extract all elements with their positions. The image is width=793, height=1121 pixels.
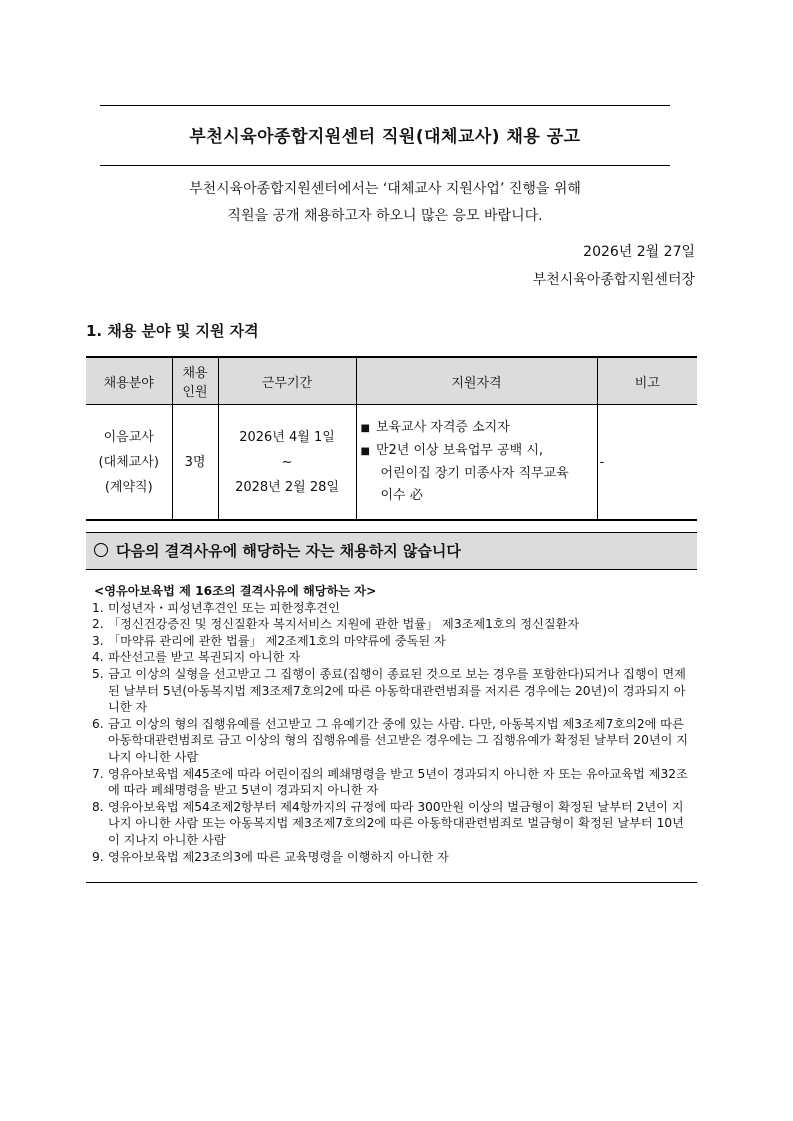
item-text: 금고 이상의 실형을 선고받고 그 집행이 종료(집행이 종료된 것으로 보는 경우를 포함한다)되거나 집행이 면제된 날부터 5년(아동복지법 제3조제7호의2에 따른 아동학대관련범죄를 저지른 경우에는 20년)이 경과되지 아니한 자 xyxy=(108,666,686,715)
header-period: 근무기간 xyxy=(218,357,356,405)
header-count xyxy=(172,357,218,405)
square-bullet-icon: ■ xyxy=(360,446,370,457)
item-text: 「정신건강증진 및 정신질환자 복지서비스 지원에 관한 법률」 제3조제1호의 정신질환자 xyxy=(108,617,580,632)
list-item xyxy=(92,799,692,849)
item-number: 2. xyxy=(92,617,104,632)
announcement-date: 2026년 2월 27일 xyxy=(583,244,695,260)
header-qualification: 지원자격 xyxy=(356,357,597,405)
item-text: 파산선고를 받고 복권되지 아니한 자 xyxy=(108,650,301,665)
list-item xyxy=(92,716,692,766)
list-item xyxy=(92,649,692,666)
disqualification-heading: 다음의 결격사유에 해당하는 자는 채용하지 않습니다 xyxy=(116,542,461,560)
item-number: 6. xyxy=(92,716,104,731)
item-number: 1. xyxy=(92,600,104,615)
disqualification-bottom-rule xyxy=(86,882,697,883)
issuer: 부천시육아종합지원센터장 xyxy=(532,272,695,288)
list-item xyxy=(92,666,692,716)
item-number: 7. xyxy=(92,766,104,781)
square-bullet-icon: ■ xyxy=(360,423,370,434)
header-count-line2: 인원 xyxy=(182,385,208,400)
title-bottom-rule xyxy=(100,165,670,166)
item-text: 영유아보육법 제45조에 따라 어린이집의 폐쇄명령을 받고 5년이 경과되지 아니한 자 또는 유아교육법 제32조에 따라 폐쇄명령을 받고 5년이 경과되지 아니한 자 xyxy=(108,766,688,798)
recruitment-table xyxy=(86,356,697,521)
field-line1: 이음교사 xyxy=(103,429,154,445)
item-text: 금고 이상의 형의 집행유예를 선고받고 그 유예기간 중에 있는 사람. 다만, 아동복지법 제3조제7호의2에 따른 아동학대관련범죄로 금고 이상의 형의 집행유예를 선고받은 경우에는 그 집행유예가 확정된 날부터 20년이 지나지 아니한 사람 xyxy=(108,716,689,764)
disqualification-list xyxy=(92,583,692,865)
qualification-item xyxy=(361,440,596,463)
circle-icon xyxy=(94,543,108,557)
item-number: 5. xyxy=(92,666,104,681)
item-number: 4. xyxy=(92,650,104,665)
field-line2: (대체교사) xyxy=(98,454,159,470)
item-text: 미성년자・피성년후견인 또는 피한정후견인 xyxy=(108,600,340,615)
cell-note: - xyxy=(597,405,697,521)
field-line3: (계약직) xyxy=(104,479,153,495)
cell-field xyxy=(86,405,172,521)
qualification-2-line2: 어린이집 장기 미종사자 직무교육 xyxy=(380,466,569,481)
intro-line-1: 부천시육아종합지원센터에서는 ‘대체교사 지원사업’ 진행을 위해 xyxy=(189,181,581,197)
title-top-rule xyxy=(100,105,670,106)
period-separator: ~ xyxy=(281,454,293,470)
list-item xyxy=(92,616,692,633)
qualification-1: 보육교사 자격증 소지자 xyxy=(375,420,510,435)
qualification-2-line1: 만2년 이상 보육업무 공백 시, xyxy=(375,443,544,458)
item-number: 3. xyxy=(92,633,104,648)
qualification-2-line3: 이수 必 xyxy=(380,488,423,503)
cell-qualification xyxy=(356,405,597,521)
cell-period xyxy=(218,405,356,521)
disqualification-heading-bar xyxy=(86,533,697,570)
header-count-line1: 채용 xyxy=(182,366,208,381)
list-item xyxy=(92,766,692,799)
disqualification-header-box xyxy=(86,532,697,570)
list-item xyxy=(92,633,692,650)
section-heading: 1. 채용 분야 및 지원 자격 xyxy=(86,322,259,340)
item-text: 영유아보육법 제23조의3에 따른 교육명령을 이행하지 아니한 자 xyxy=(108,849,449,864)
header-field: 채용분야 xyxy=(86,357,172,405)
item-number: 8. xyxy=(92,799,104,814)
list-item xyxy=(92,600,692,617)
item-number: 9. xyxy=(92,849,104,864)
period-end: 2028년 2월 28일 xyxy=(235,479,339,495)
intro-line-2: 직원을 공개 채용하고자 하오니 많은 응모 바랍니다. xyxy=(227,208,543,224)
table-header-row xyxy=(86,357,697,405)
list-item xyxy=(92,849,692,866)
page-title: 부천시육아종합지원센터 직원(대체교사) 채용 공고 xyxy=(189,127,581,147)
cell-count: 3명 xyxy=(172,405,218,521)
item-text: 영유아보육법 제54조제2항부터 제4항까지의 규정에 따라 300만원 이상의 벌금형이 확정된 날부터 2년이 지나지 아니한 사람 또는 아동복지법 제3조제7호의2에 따른 아동학대관련범죄로 벌금형이 확정된 날부터 10년이 지나지 아니한 사람 xyxy=(108,799,684,847)
item-text: 「마약류 관리에 관한 법률」 제2조제1호의 마약류에 중독된 자 xyxy=(108,633,446,648)
table-row xyxy=(86,405,697,521)
header-note: 비고 xyxy=(597,357,697,405)
qualification-item xyxy=(361,417,596,440)
disqualification-subheading: <영유아보육법 제 16조의 결격사유에 해당하는 자> xyxy=(94,584,377,598)
period-start: 2026년 4월 1일 xyxy=(239,429,335,445)
